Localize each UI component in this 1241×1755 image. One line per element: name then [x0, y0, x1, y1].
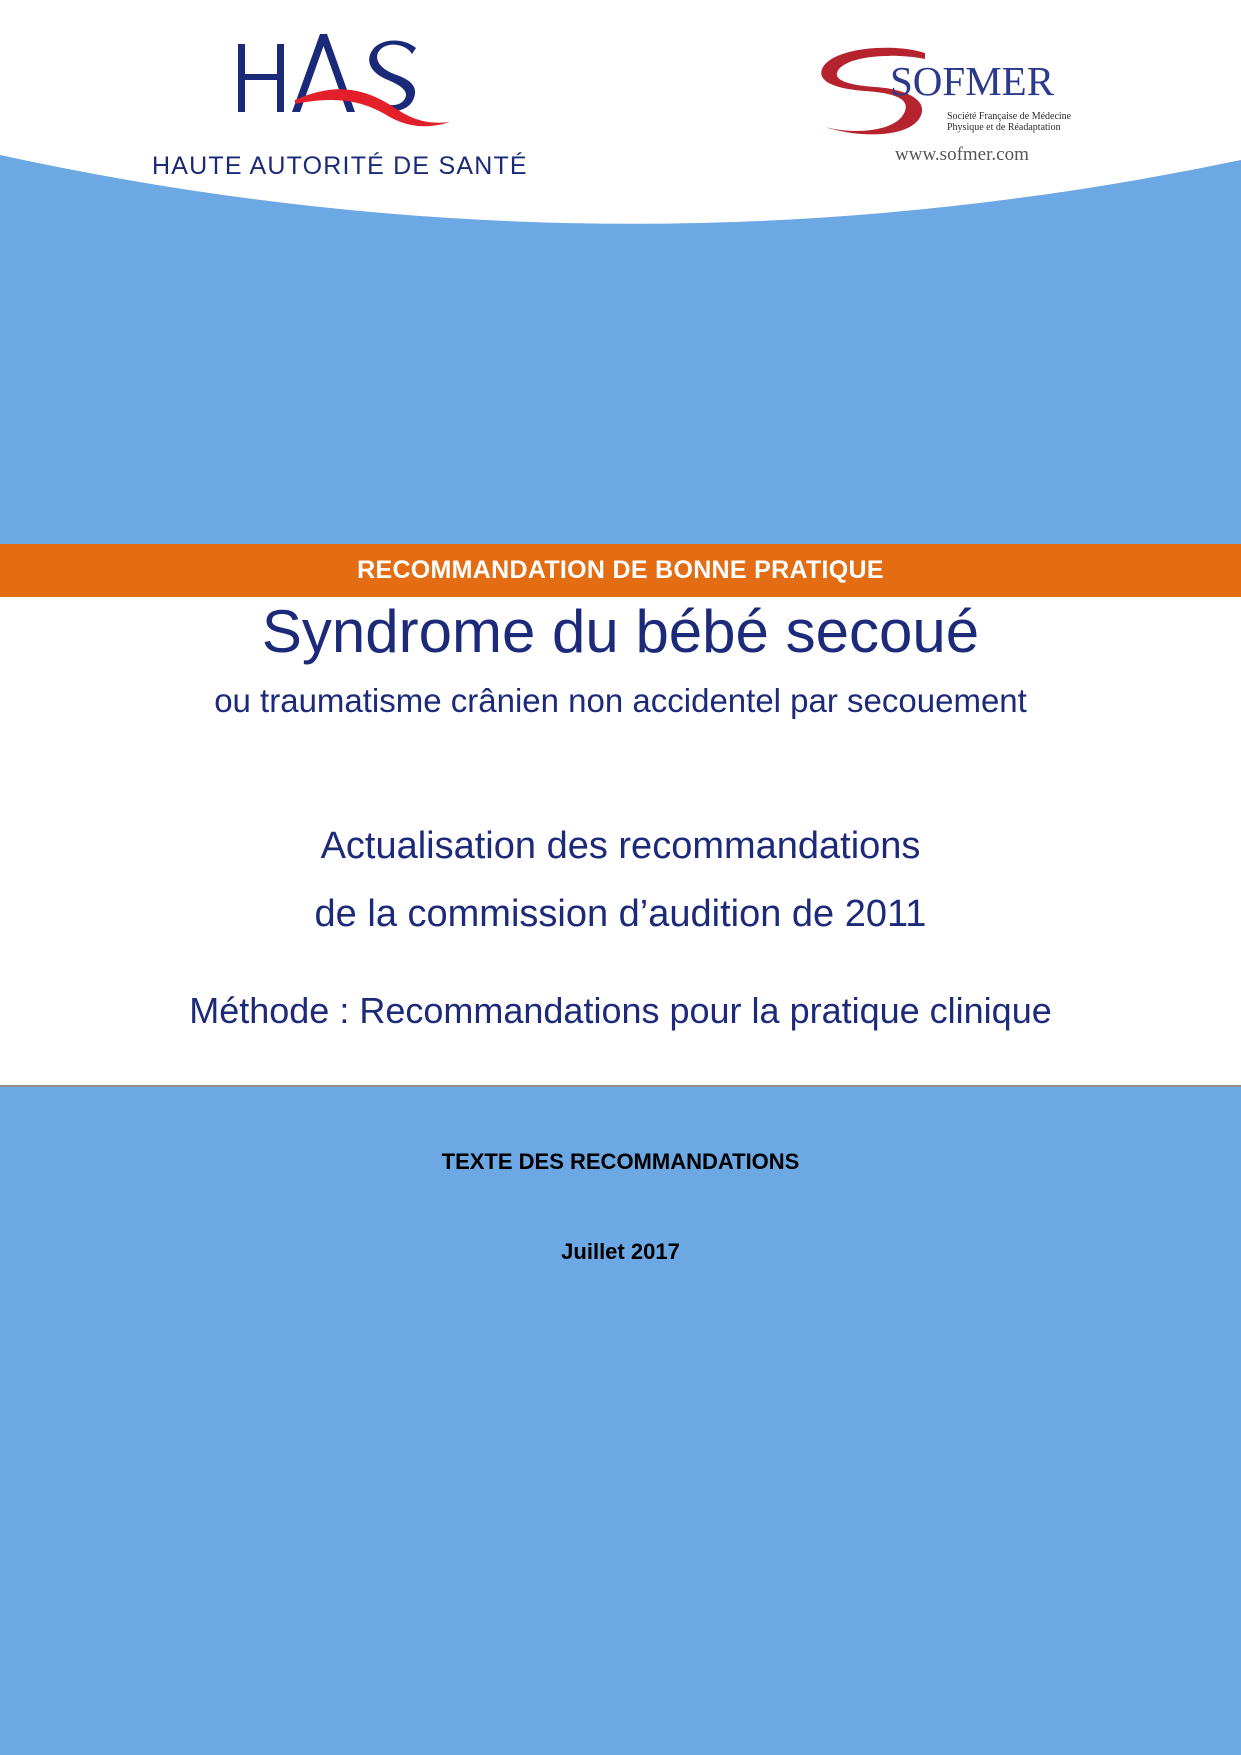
- sofmer-name: SOFMER: [890, 58, 1055, 104]
- document-type: TEXTE DES RECOMMANDATIONS: [441, 1149, 800, 1174]
- method-statement: Méthode : Recommandations pour la pratique clinique: [189, 990, 1052, 1031]
- sofmer-subtitle-line-1: Société Française de Médecine: [947, 111, 1072, 122]
- has-tagline: HAUTE AUTORITÉ DE SANTÉ: [152, 152, 528, 180]
- sofmer-logo: [815, 45, 1075, 170]
- title-section: [0, 597, 1241, 1085]
- has-letters-graphic: [150, 30, 450, 140]
- has-logo: [150, 30, 540, 190]
- sofmer-subtitle: [947, 111, 1071, 133]
- publication-date: Juillet 2017: [561, 1239, 680, 1264]
- update-statement: [0, 812, 1241, 948]
- footer-band: [0, 1087, 1241, 1755]
- sofmer-url: www.sofmer.com: [895, 144, 1029, 165]
- recommendation-banner: RECOMMANDATION DE BONNE PRATIQUE: [0, 544, 1241, 597]
- document-subtitle: ou traumatisme crânien non accidentel par secouement: [214, 682, 1027, 719]
- document-title: Syndrome du bébé secoué: [261, 598, 980, 665]
- update-line-1: Actualisation des recommandations: [320, 825, 921, 867]
- update-line-2: de la commission d’audition de 2011: [314, 893, 927, 935]
- sofmer-subtitle-line-2: Physique et de Réadaptation: [947, 122, 1061, 133]
